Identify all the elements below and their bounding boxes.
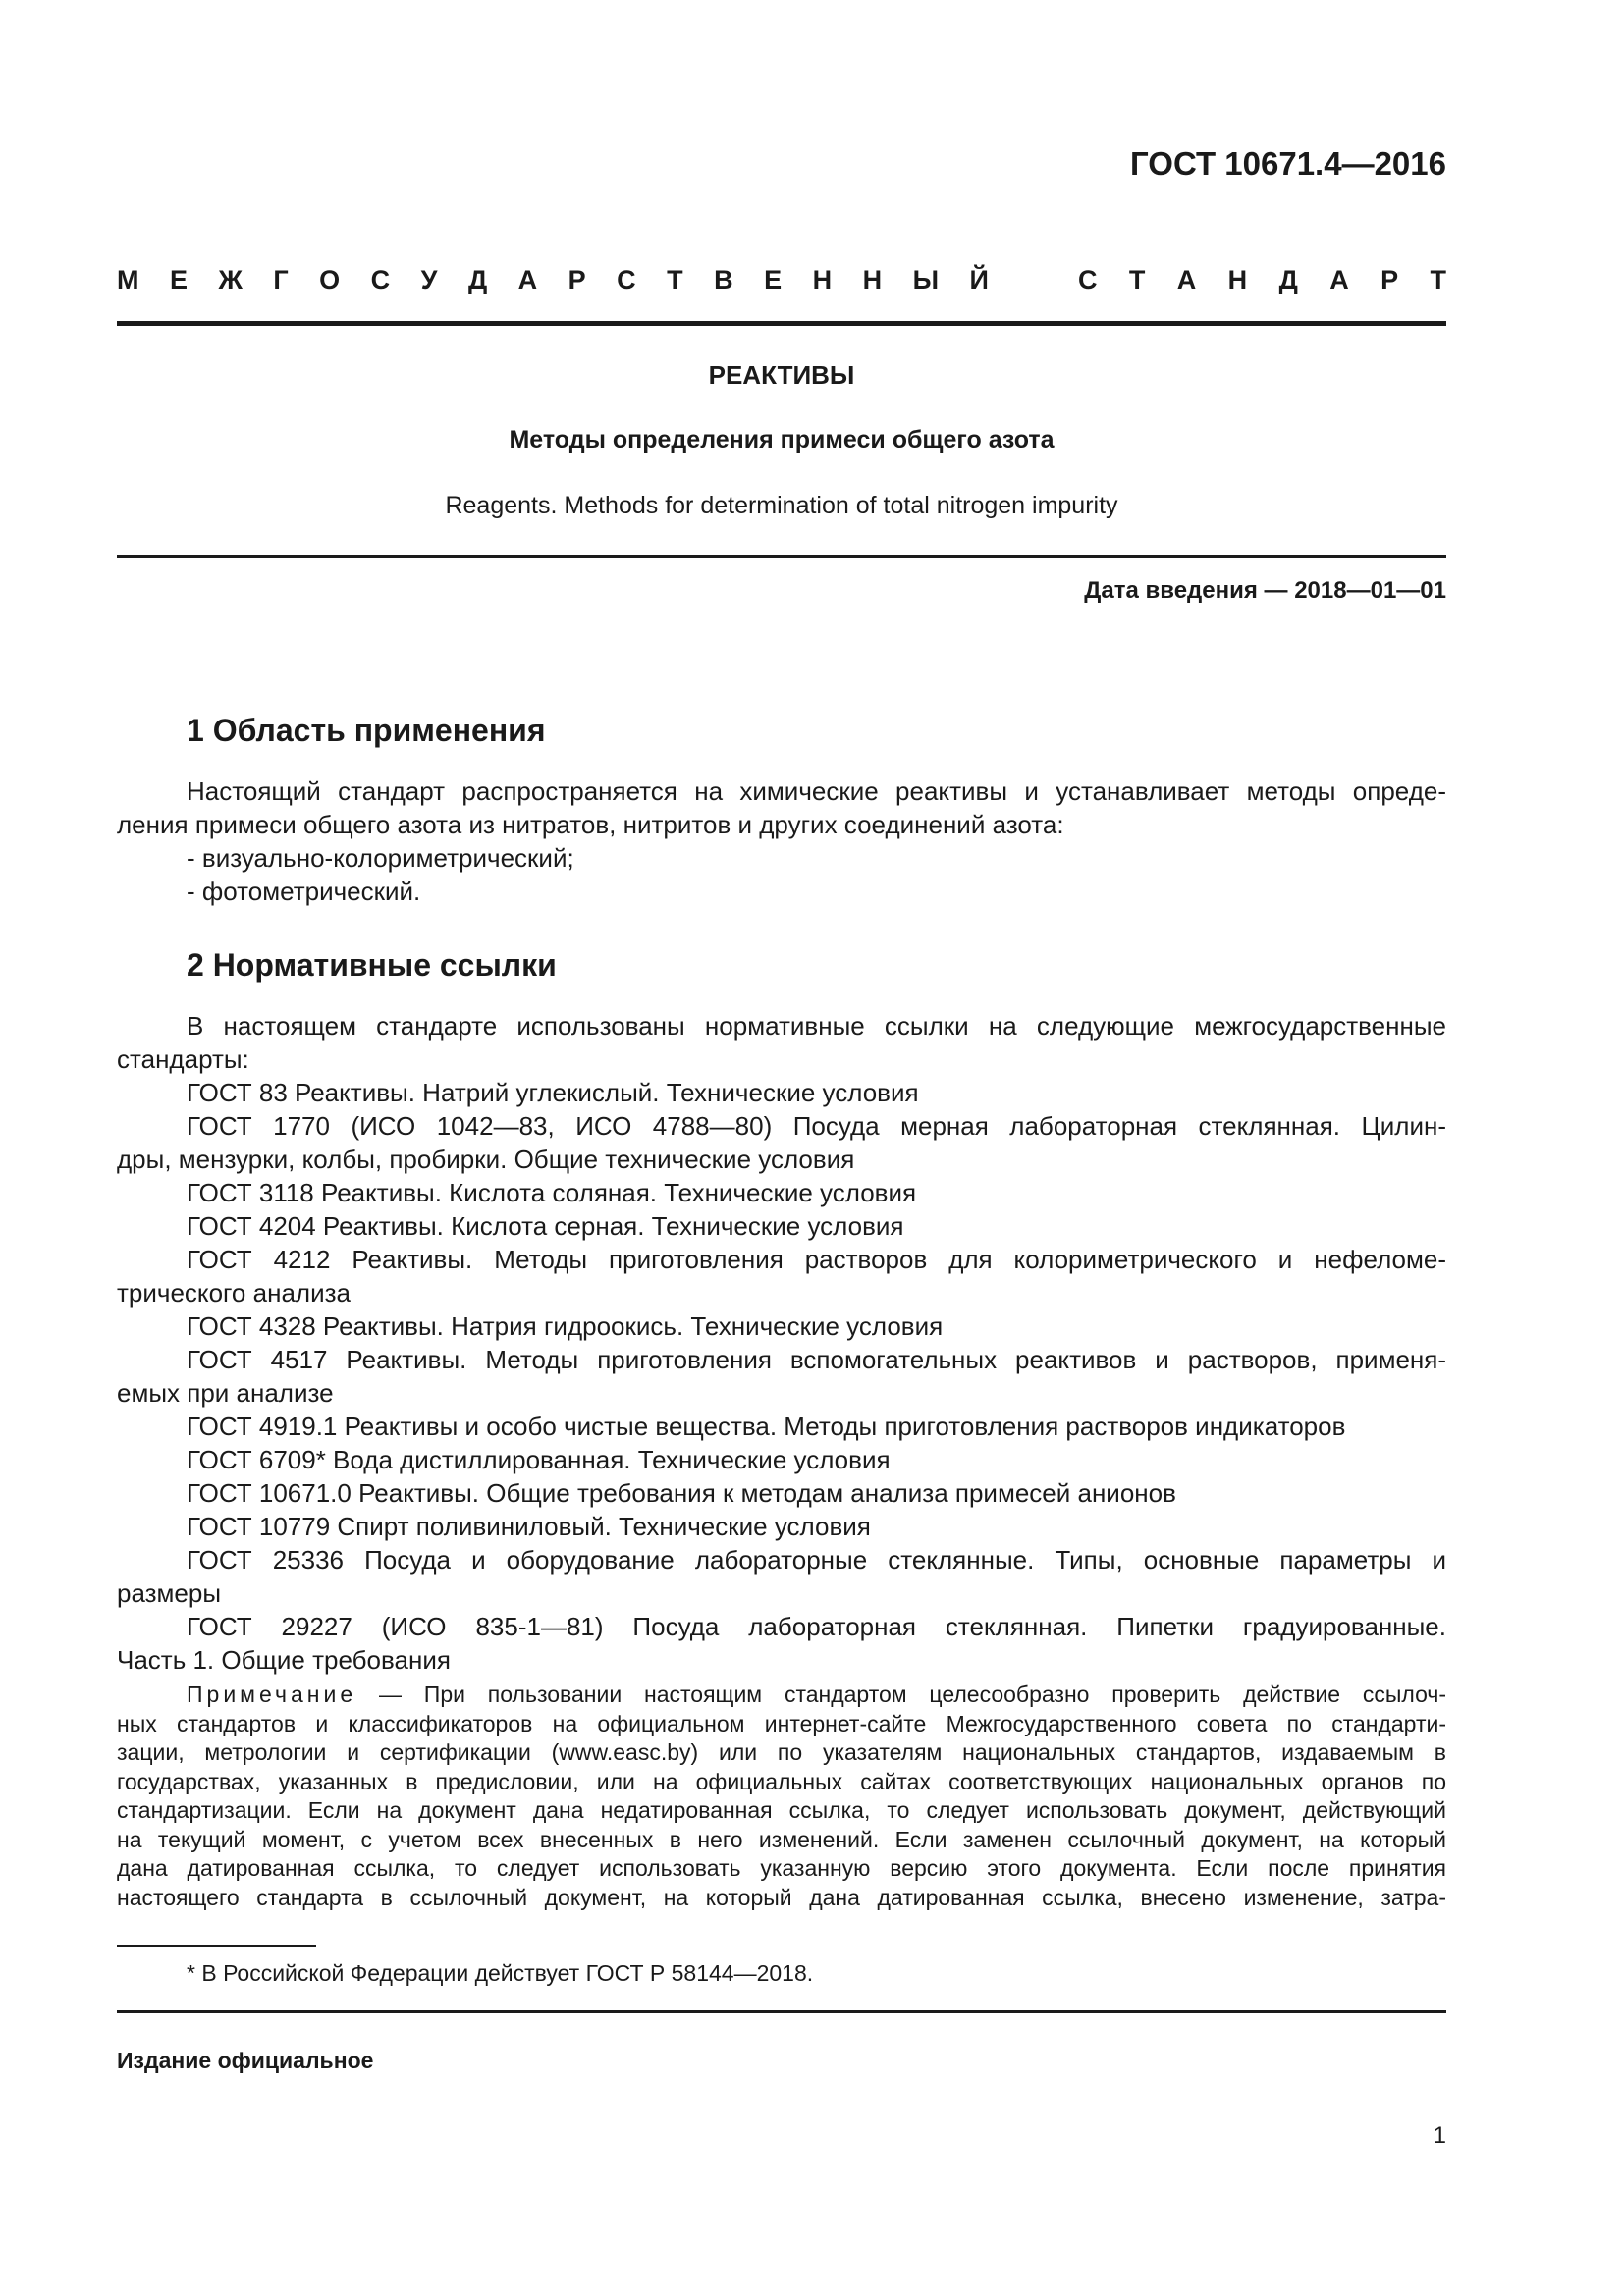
reference-item: ГОСТ 4328 Реактивы. Натрия гидроокись. Технические условия — [187, 1311, 944, 1341]
heading-letter: М — [117, 265, 139, 294]
heading-letter: Т — [1128, 265, 1146, 294]
reference-item-continuation: емых при анализе — [117, 1378, 334, 1408]
heading-letter: Т — [667, 265, 683, 294]
heading-letter: А — [517, 265, 538, 294]
reference-item: ГОСТ 10671.0 Реактивы. Общие требования к методам анализа примесей анионов — [187, 1478, 1176, 1508]
heading-letter: Р — [1380, 265, 1399, 294]
reference-item: ГОСТ 4517 Реактивы. Методы приготовления вспомогательных реактивов и растворов, применя- — [187, 1345, 1446, 1374]
section-2-body — [117, 1009, 1446, 1677]
footnote-divider — [117, 1945, 316, 1947]
header-divider — [117, 321, 1446, 326]
heading-letter: Н — [1227, 265, 1248, 294]
footnote: * В Российской Федерации действует ГОСТ Р 58144—2018. — [187, 1960, 814, 1986]
reference-item: ГОСТ 4204 Реактивы. Кислота серная. Технические условия — [187, 1211, 904, 1241]
note-label: Примечание — [187, 1682, 357, 1707]
title-english: Reagents. Methods for determination of total nitrogen impurity — [445, 492, 1118, 519]
section-2-heading: 2 Нормативные ссылки — [187, 947, 557, 983]
page-number: 1 — [1433, 2122, 1446, 2149]
heading-letter: Ы — [912, 265, 940, 294]
heading-letter: В — [714, 265, 733, 294]
heading-letter: Т — [1430, 265, 1446, 294]
paragraph-line: ления примеси общего азота из нитратов, нитритов и других соединений азота: — [117, 810, 1064, 839]
note-line: на текущий момент, с учетом всех внесенных в него изменений. Если заменен ссылочный документ, на который — [117, 1826, 1446, 1852]
note-text: — При пользовании настоящим стандартом целесообразно проверить действие ссылоч- — [356, 1682, 1446, 1707]
heading-letter: С — [1078, 265, 1098, 294]
heading-letter: Е — [169, 265, 188, 294]
heading-letter: С — [370, 265, 391, 294]
reference-item: ГОСТ 10779 Спирт поливиниловый. Технические условия — [187, 1512, 871, 1541]
reference-item-continuation: трического анализа — [117, 1278, 351, 1308]
heading-letter: Н — [862, 265, 883, 294]
heading-letter: А — [1176, 265, 1197, 294]
heading-letter: У — [420, 265, 438, 294]
reference-item: ГОСТ 83 Реактивы. Натрий углекислый. Технические условия — [187, 1078, 919, 1107]
list-item: - фотометрический. — [187, 877, 421, 906]
edition-label: Издание официальное — [117, 2048, 374, 2073]
paragraph-line: В настоящем стандарте использованы нормативные ссылки на следующие межгосударственные — [187, 1011, 1446, 1041]
intro-date: Дата введения — 2018—01—01 — [1084, 577, 1446, 604]
heading-letter: Ж — [218, 265, 243, 294]
note-line: ных стандартов и классификаторов на официальном интернет-сайте Межгосударственного совета по стандарти- — [117, 1710, 1446, 1736]
doc-number: ГОСТ 10671.4—2016 — [1130, 145, 1446, 182]
reference-item: ГОСТ 25336 Посуда и оборудование лабораторные стеклянные. Типы, основные параметры и — [187, 1545, 1446, 1575]
heading-letter: А — [1329, 265, 1349, 294]
section-1-body — [117, 774, 1446, 908]
paragraph-line: Настоящий стандарт распространяется на химические реактивы и устанавливает методы опреде- — [187, 776, 1446, 806]
note-block — [117, 1681, 1446, 1912]
heading-letter: Й — [969, 265, 989, 294]
footer-divider — [117, 2010, 1446, 2013]
list-item: - визуально-колориметрический; — [187, 843, 574, 873]
interstate-standard-heading — [117, 265, 1446, 295]
title-sub: Методы определения примеси общего азота — [509, 426, 1055, 454]
note-line: зации, метрологии и сертификации (www.easc.by) или по указателям национальных стандартов, издаваемым в — [117, 1739, 1446, 1765]
heading-letter: Д — [467, 265, 488, 294]
note-line: государствах, указанных в предисловии, или на официальных сайтах соответствующих национальных органов по — [117, 1768, 1446, 1794]
reference-item: ГОСТ 4212 Реактивы. Методы приготовления растворов для колориметрического и нефеломе- — [187, 1245, 1446, 1274]
heading-letter: Г — [273, 265, 289, 294]
reference-item: ГОСТ 4919.1 Реактивы и особо чистые вещества. Методы приготовления растворов индикаторов — [187, 1412, 1346, 1441]
note-first-line — [117, 1681, 1446, 1710]
interstate-word-1 — [117, 265, 989, 295]
note-line: настоящего стандарта в ссылочный документ, на который дана датированная ссылка, внесено изменение, затра- — [117, 1884, 1446, 1910]
title-divider — [117, 555, 1446, 558]
reference-item-continuation: дры, мензурки, колбы, пробирки. Общие технические условия — [117, 1145, 855, 1174]
title-main: РЕАКТИВЫ — [708, 360, 855, 390]
heading-letter: Р — [568, 265, 586, 294]
reference-item: ГОСТ 29227 (ИСО 835-1—81) Посуда лабораторная стеклянная. Пипетки градуированные. — [187, 1612, 1446, 1641]
interstate-word-2 — [1078, 265, 1446, 295]
reference-item: ГОСТ 6709* Вода дистиллированная. Технические условия — [187, 1445, 891, 1474]
heading-letter: О — [319, 265, 341, 294]
reference-item: ГОСТ 3118 Реактивы. Кислота соляная. Технические условия — [187, 1178, 917, 1207]
heading-letter: Е — [764, 265, 783, 294]
note-line: дана датированная ссылка, то следует использовать указанную версию этого документа. Если после принятия — [117, 1855, 1446, 1881]
paragraph-line: стандарты: — [117, 1044, 249, 1074]
heading-letter: Д — [1278, 265, 1298, 294]
reference-item-continuation: размеры — [117, 1578, 222, 1608]
heading-letter: С — [617, 265, 636, 294]
reference-item: ГОСТ 1770 (ИСО 1042—83, ИСО 4788—80) Посуда мерная лабораторная стеклянная. Цилин- — [187, 1111, 1446, 1141]
section-1-heading: 1 Область применения — [187, 713, 546, 748]
heading-letter: Н — [812, 265, 833, 294]
note-line: стандартизации. Если на документ дана недатированная ссылка, то следует использовать документ, действующий — [117, 1797, 1446, 1823]
reference-item-continuation: Часть 1. Общие требования — [117, 1645, 451, 1675]
